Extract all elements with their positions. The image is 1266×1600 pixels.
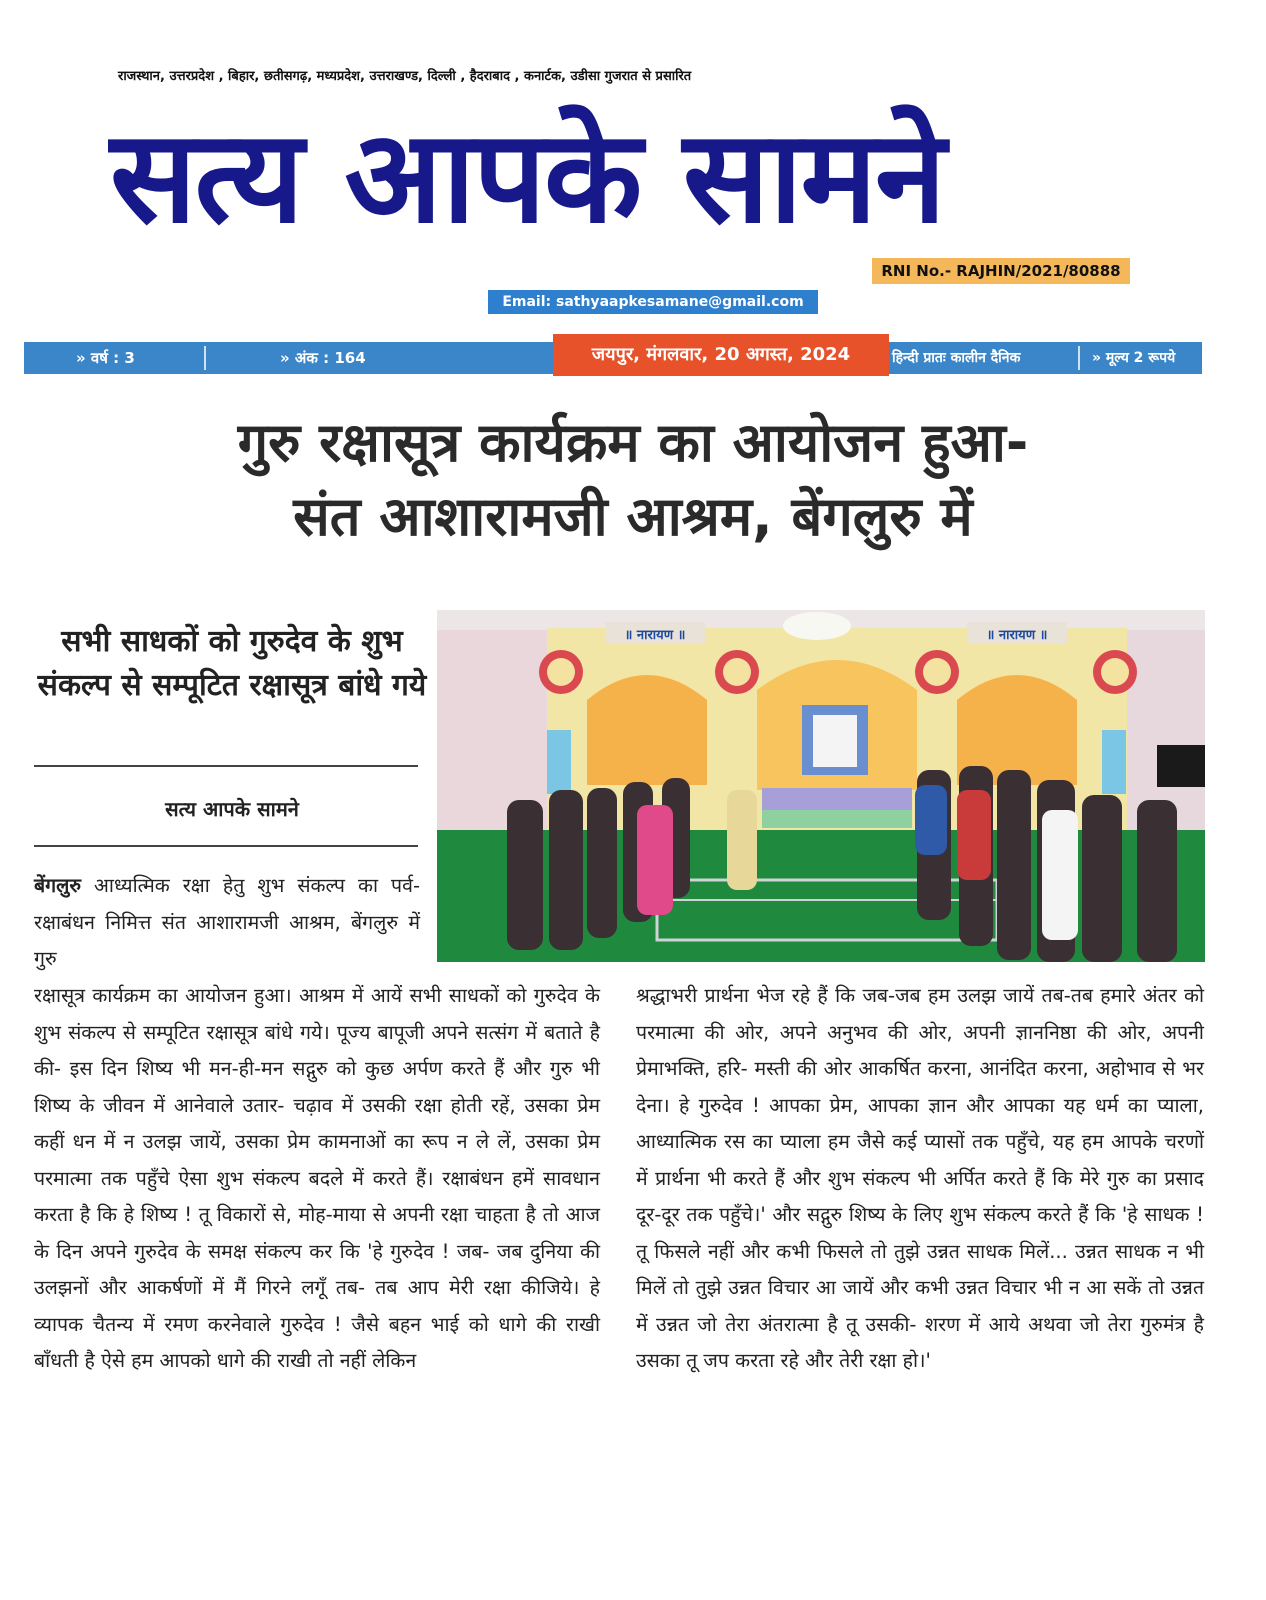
editions-line: राजस्थान, उत्तरप्रदेश , बिहार, छतीसगढ़, मध्यप्रदेश, उत्तराखण्ड, दिल्ली , हैदराबाद , कनार्टक, उडीसा गुजरात से प्रसारित bbox=[118, 69, 692, 84]
divider bbox=[34, 765, 418, 767]
article-column-1: रक्षासूत्र कार्यक्रम का आयोजन हुआ। आश्रम में आयें सभी साधकों को गुरुदेव के शुभ संकल्प से सम्पूटित रक्षासूत्र बांधे गये। पूज्य बापूजी अपने सत्संग में बताते है की- इस दिन शिष्य भी मन-ही-मन सद्गुरु को कुछ अर्पण करते हैं और गुरु भी शिष्य के जीवन में आनेवाले उतार- चढ़ाव में उसकी रक्षा होती रहें, उसका प्रेम कहीं धन में न उलझ जायें, उसका प्रेम कामनाओं का रूप न ले लें, उसका प्रेम परमात्मा तक पहुँचे ऐसा शुभ संकल्प बदले में करते हैं। रक्षाबंधन हमें सावधान करता है कि हे शिष्य ! तू विकारों से, मोह-माया से अपनी रक्षा चाहता है तो आज के दिन अपने गुरुदेव के समक्ष संकल्प कर कि 'हे गुरुदेव ! जब- जब दुनिया की उलझनों और आकर्षणों में मैं गिरने लगूँ तब- तब आप मेरी रक्षा कीजिये। हे व्यापक चैतन्य में रमण करनेवाले गुरुदेव ! जैसे बहन भाई को धागे की राखी बाँधती है ऐसे हम आपको धागे की राखी तो नहीं लेकिन bbox=[34, 984, 600, 1372]
year-label: » वर्ष : 3 bbox=[76, 349, 135, 367]
headline-line-2: संत आशारामजी आश्रम, बेंगलुरु में bbox=[293, 485, 973, 548]
divider bbox=[34, 845, 418, 847]
banner-left-text: ॥ नारायण ॥ bbox=[624, 628, 686, 643]
headline-line-1: गुरु रक्षासूत्र कार्यक्रम का आयोजन हुआ- bbox=[237, 411, 1029, 474]
date-badge: जयपुर, मंगलवार, 20 अगस्त, 2024 bbox=[553, 334, 889, 376]
issue-label: » अंक : 164 bbox=[280, 349, 366, 367]
banner-right-text: ॥ नारायण ॥ bbox=[986, 628, 1048, 643]
headline bbox=[0, 406, 1266, 554]
article-column-2: श्रद्धाभरी प्रार्थना भेज रहे हैं कि जब-जब हम उलझ जायें तब-तब हमारे अंतर को परमात्मा की ओर, अपने अनुभव की ओर, अपनी ज्ञाननिष्ठा की ओर, अपनी प्रेमाभक्ति, हरि- मस्ती की ओर आकर्षित करना, आनंदित करना, अहोभाव से भर देना। हे गुरुदेव ! आपका प्रेम, आपका ज्ञान और आपका यह धर्म का प्याला, आध्यात्मिक रस का प्याला हम जैसे कई प्यासों तक पहुँचे, यह हम आपके चरणों में प्रार्थना भी करते हैं और शुभ संकल्प भी अर्पित करते हैं कि मेरे गुरु का प्रसाद दूर-दूर तक पहुँचे।' और सद्गुरु शिष्य के लिए शुभ संकल्प करते हैं कि 'हे साधक ! तू फिसले नहीं और कभी फिसले तो तुझे उन्नत साधक मिलें... उन्नत साधक न भी मिलें तो तुझे उन्नत विचार आ जायें और कभी उन्नत विचार भी न आ सकें तो उन्नत में उन्नत जो तेरा अंतरात्मा है तू उसकी- शरण में आये अथवा जो तेरा गुरुमंत्र है उसका तू जप करता रहे और तेरी रक्षा हो।' bbox=[636, 984, 1204, 1372]
divider bbox=[1078, 346, 1080, 370]
article-paragraph: आध्यत्मिक रक्षा हेतु शुभ संकल्प का पर्व- रक्षाबंधन निमित्त संत आशारामजी आश्रम, बेंगलुरु में गुरु bbox=[34, 874, 420, 970]
edition-type: हिन्दी प्रातः कालीन दैनिक bbox=[892, 350, 1021, 366]
article-column-1-top bbox=[34, 868, 420, 978]
email-label: Email: sathyaapkesamane@gmail.com bbox=[488, 290, 818, 314]
divider bbox=[204, 346, 206, 370]
dateline: बेंगलुरु bbox=[34, 874, 81, 897]
ashram-event-photo bbox=[437, 610, 1205, 962]
article-subhead: सभी साधकों को गुरुदेव के शुभ संकल्प से सम्पूटित रक्षासूत्र बांधे गये bbox=[37, 624, 427, 703]
newspaper-title: सत्य आपके सामने bbox=[110, 103, 945, 252]
price-label: » मूल्य 2 रूपये bbox=[1092, 350, 1176, 366]
byline: सत्य आपके सामने bbox=[165, 797, 299, 821]
rni-number: RNI No.- RAJHIN/2021/80888 bbox=[872, 258, 1130, 284]
